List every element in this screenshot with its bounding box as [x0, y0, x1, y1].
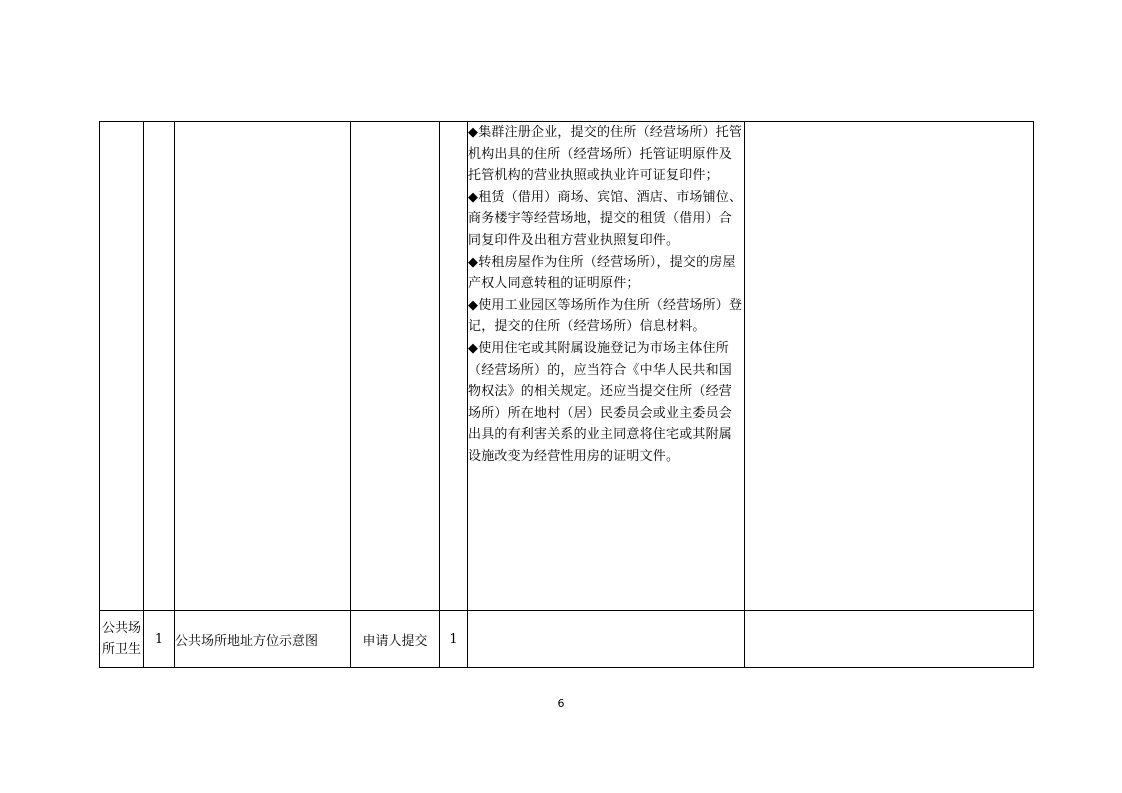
category-cell [100, 122, 144, 611]
index-cell: 1 [144, 611, 175, 668]
page-number: 6 [557, 697, 565, 710]
copies-cell [440, 122, 468, 611]
material-name-cell [175, 122, 351, 611]
source-cell: 申请人提交 [351, 611, 440, 668]
copies-cell: 1 [440, 611, 468, 668]
table-row [100, 611, 1034, 668]
requirements-cell [468, 611, 745, 668]
requirement-item: ◆集群注册企业，提交的住所（经营场所）托管机构出具的住所（经营场所）托管证明原件及托管机构的营业执照或执业许可证复印件； [468, 125, 743, 184]
material-name-cell: 公共场所地址方位示意图 [175, 611, 351, 668]
requirement-item: ◆使用工业园区等场所作为住所（经营场所）登记，提交的住所（经营场所）信息材料。 [468, 297, 743, 335]
note-cell [745, 611, 1034, 668]
source-cell [351, 122, 440, 611]
note-cell [745, 122, 1034, 611]
category-cell: 公共场所卫生 [100, 611, 144, 668]
index-cell [144, 122, 175, 611]
requirement-item: ◆使用住宅或其附属设施登记为市场主体住所（经营场所）的，应当符合《中华人民共和国物权法》的相关规定。还应当提交住所（经营场所）所在地村（居）民委员会或业主委员会出具的有利害关系的业主同意将住宅或其附属设施改变为经营性用房的证明文件。 [468, 340, 733, 464]
requirement-item: ◆租赁（借用）商场、宾馆、酒店、市场铺位、商务楼宇等经营场地，提交的租赁（借用）合同复印件及出租方营业执照复印件。 [468, 189, 743, 248]
requirement-item: ◆转租房屋作为住所（经营场所），提交的房屋产权人同意转租的证明原件； [468, 254, 736, 292]
table-row [100, 122, 1034, 611]
requirements-cell [468, 122, 745, 611]
materials-table [99, 121, 1034, 668]
